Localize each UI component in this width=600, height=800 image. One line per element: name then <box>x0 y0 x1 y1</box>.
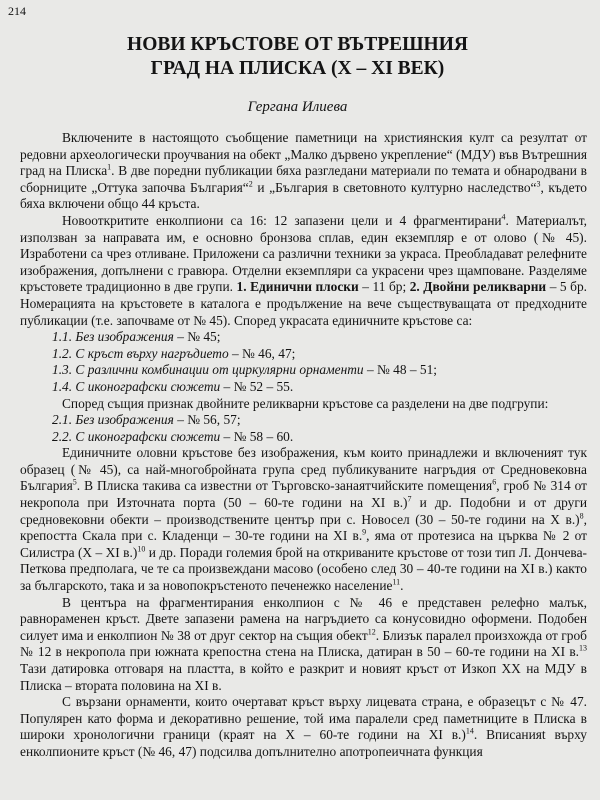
text-run: С вързани орнаменти, които очертават кръст върху лицевата страна, е образецът с № 47. Популярен като форма и декоративно решение, той има паралели сред паметниците в Плиска в широки хронологични граници (краят на X – 60-те години на XI в.) <box>20 694 587 743</box>
article-title <box>32 33 563 81</box>
text-run: . В две поредни публикации бяха разгледани материали по темата и обнародвани в сборниците „Оттука започва България“ <box>20 163 587 195</box>
text-run: , където бяха включени общо 44 кръста. <box>20 179 587 212</box>
footnote-ref: 13 <box>579 643 587 653</box>
list-single-crosses <box>20 329 587 395</box>
author-name: Гергана Илиева <box>247 99 348 115</box>
list-item-label: 1.1. Без изображения <box>52 329 174 345</box>
text-run: – 11 бр; <box>358 279 410 295</box>
footnote-ref: 12 <box>367 627 376 637</box>
text-run: , яма от протезиса на църква № 2 от Силистра (X – XI в.) <box>20 528 587 560</box>
list-item <box>52 346 587 363</box>
list-item-ref: – № 52 – 55. <box>220 378 294 394</box>
list-item <box>52 379 587 396</box>
text-run: Единичните оловни кръстове без изображения, към които принадлежи и включеният тук образец (№ 45), са най-многобройната група сред публикуваните нагръдия от Средновековна България <box>20 445 587 494</box>
text-run: Тази датировка отговаря на пластта, в който е разкрит и новият кръст от Изкоп XX на МДУ в Плиска – втората половина на XI в. <box>20 661 587 693</box>
text-run: , крепостта Скала при с. Кладенци – 30-те години на XI в. <box>20 511 587 544</box>
list-item-ref: – № 56, 57; <box>173 412 241 428</box>
list-item <box>52 329 587 346</box>
text-run: и „България в световното културно наследство“ <box>252 179 537 195</box>
paragraph-3: Според същия признак двойните реликварни кръстове са разделени на две подгрупи: <box>62 395 549 411</box>
text-run: . Вписанияt върху енколпионите кръст (№ 46, 47) подсилва допълнително апотропеичната функция <box>20 727 587 759</box>
list-item-label: 1.4. С иконографски сюжети <box>52 378 221 394</box>
text-run: . Материалът, използван за направата им, е основно бронзова сплав, един екземпляр е от олово (№ 45). Изработени са чрез отливане. Приложени са различни техники за украса. Преобладават релефните изображения, допълнени с гравюра. Отделни екземпляри са украсени чрез щамповане. Разделяме кръстовете традиционно в две групи. <box>20 212 587 295</box>
text-run: и др. Поради големия брой на откриваните кръстове от този тип Л. Дончева-Петкова предполага, че те са произвеждани масово (особено след 30 – 40-те години на XI в.) както за българското, така и за новопокръстеното печенежко население <box>20 544 587 594</box>
list-item-label: 2.2. С иконографски сюжети <box>52 428 221 444</box>
footnote-ref: 9 <box>362 527 367 537</box>
list-item-label: 1.2. С кръст върху нагръдието <box>52 345 229 361</box>
footnote-ref: 14 <box>465 726 474 736</box>
list-item-label: 2.1. Без изображения <box>52 412 174 428</box>
text-run: Включените в настоящото съобщение паметници на християнския култ са резултат от редовни археологически проучвания на обект „Малко дървено укрепление“ (МДУ) във Вътрешния град на Плиска <box>20 130 587 179</box>
text-run: . В Плиска такива са известни от Търговско-занаятчийските помещения <box>76 478 493 494</box>
text-run: Новооткритите енколпиони са 16: 12 запазени цели и 4 фрагментирани <box>62 212 502 228</box>
title-line-1: НОВИ КРЪСТОВЕ ОТ ВЪТРЕШНИЯ <box>127 34 468 55</box>
list-item <box>52 429 587 446</box>
paragraph-4 <box>20 445 587 594</box>
title-line-2: ГРАД НА ПЛИСКА (X – XI ВЕК) <box>150 58 445 79</box>
footnote-ref: 10 <box>137 544 146 554</box>
list-item-ref: – № 58 – 60. <box>220 428 294 444</box>
list-item-ref: – № 46, 47; <box>228 345 296 361</box>
paragraph-6 <box>20 694 587 760</box>
text-run: , гроб № 314 от некропола при Източната порта (50 – 60-те години на XI в.) <box>20 478 587 511</box>
group-label-2: 2. Двойни реликварни <box>409 279 547 295</box>
list-item-ref: – № 45; <box>173 329 221 345</box>
article-body <box>20 130 587 761</box>
group-label-1: 1. Единични плоски <box>236 279 359 295</box>
footnote-ref: 3 <box>536 179 541 189</box>
footnote-ref: 1 <box>107 162 112 172</box>
footnote-ref: 5 <box>72 478 77 487</box>
footnote-ref: 8 <box>579 511 584 521</box>
text-run: и др. Подобни и от други средновековни обекти – производствените център при с. Новосел (30 – 50-те години на X в.) <box>20 495 587 527</box>
text-run: . <box>400 578 404 594</box>
text-run: . Близък паралел произхожда от гроб № 12 в некропола при южната крепостна стена на Плиска, датиран в 50 – 60-те години на XI в. <box>20 627 587 660</box>
footnote-ref: 4 <box>501 212 506 222</box>
paragraph-5 <box>20 595 587 695</box>
paragraph-1 <box>20 130 587 213</box>
footnote-ref: 6 <box>492 478 497 487</box>
list-item-ref: – № 48 – 51; <box>363 362 438 378</box>
paragraph-2 <box>20 213 587 329</box>
text-run: – 5 бр. Номерацията на кръстовете в каталога е продължение на вече съществуващата от предходните публикации (т.е. започваме от № 45). Според украсата единичните кръстове са: <box>20 279 588 328</box>
list-item-label: 1.3. С различни комбинации от циркулярни орнаменти <box>52 362 364 378</box>
page-number: 214 <box>8 4 26 18</box>
footnote-ref: 11 <box>392 577 401 587</box>
list-item <box>52 412 587 429</box>
list-item <box>52 362 587 379</box>
footnote-ref: 2 <box>248 179 253 189</box>
text-run: В центъра на фрагментирания енколпион с № 46 е представен релефно малък, равнораменен кръст. Двете запазени рамена на нагръдието са конусовидно оформени. Подобен силует има и енколпион № 38 от друг сектор на същия обект <box>20 594 587 643</box>
footnote-ref: 7 <box>407 494 412 504</box>
list-double-crosses <box>20 412 587 445</box>
